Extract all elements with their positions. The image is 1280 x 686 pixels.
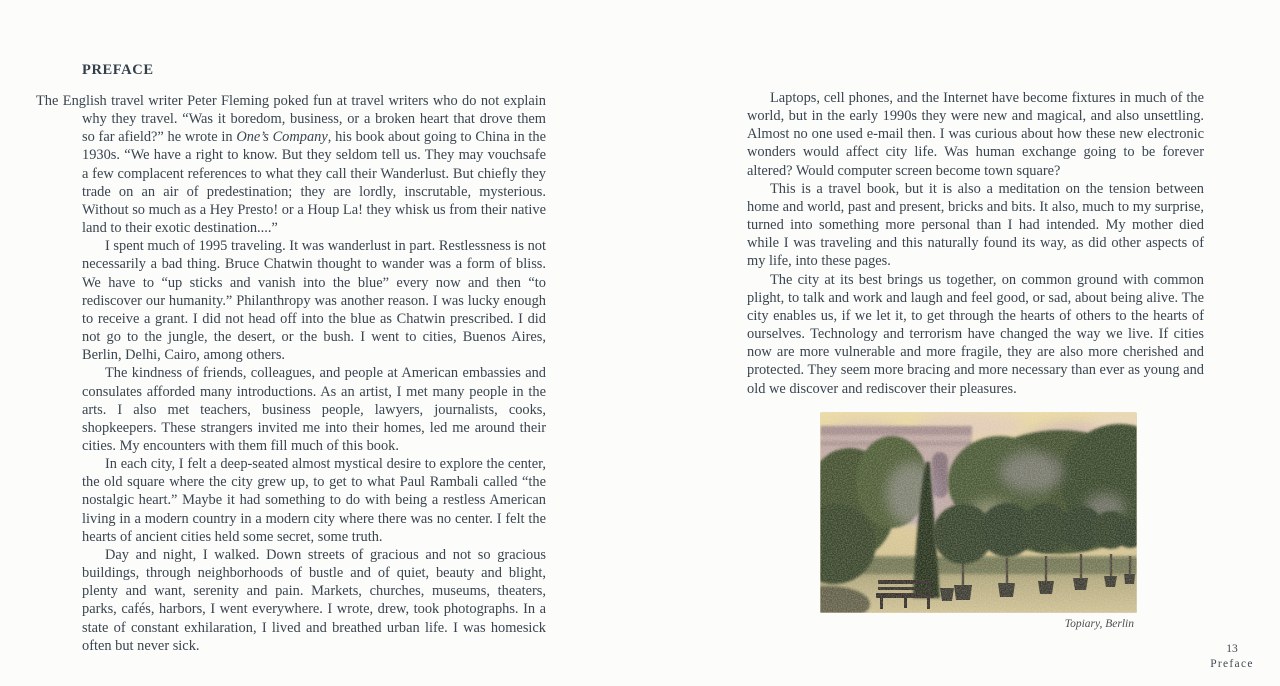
right-paragraph-3: The city at its best brings us together, on common ground with common plight, to talk and work and laugh and feel good, or sad, about being alive. The city enables us, if we let it, to get through the hearts of others to the hearts of ourselves. Technology and terrorism have changed the way we live. If cities now are more vulnerable and more fragile, they are also more cherished and protected. They seem more bracing and more necessary than ever as young and old we discover and rediscover their pleasures. — [747, 271, 1204, 397]
page-folio — [1200, 643, 1264, 671]
page-number: 13 — [1226, 643, 1238, 655]
paragraph-text: The English travel writer Peter Fleming poked fun at travel writers who do not explain why they travel. “Was it boredom, business, or a broken heart that drove them so far afield?” he wrote in — [36, 93, 546, 146]
left-paragraph-3: The kindness of friends, colleagues, and people at American embassies and consulates afforded many introductions. As an artist, I met many people in the arts. I also met teachers, business people, lawyers, journalists, cooks, shopkeepers. These strangers invited me into their homes, led me around their cities. My encounters with them fill much of this book. — [82, 365, 546, 454]
topiary-photo-art — [820, 412, 1137, 613]
left-paragraph-2: I spent much of 1995 traveling. It was wanderlust in part. Restlessness is not necessarily a bad thing. Bruce Chatwin thought to wander was a form of bliss. We have to “up sticks and vanish into the blue” every now and then “to rediscover our humanity.” Philanthropy was another reason. I was lucky enough to receive a grant. I did not head off into the blue as Chatwin prescribed. I did not go to the jungle, the desert, or the bush. I went to cities, Buenos Aires, Berlin, Delhi, Cairo, among others. — [82, 238, 546, 364]
left-page-text-block — [36, 62, 546, 655]
right-paragraph-1: Laptops, cell phones, and the Internet have become fixtures in much of the world, but in the early 1990s they were new and magical, and also unsettling. Almost no one used e-mail then. I was curious about how these new electronic wonders would affect city life. Was human exchange going to be forever altered? Would computer screen become town square? — [747, 90, 1204, 179]
right-page-text-block — [747, 89, 1204, 398]
preface-heading: PREFACE — [82, 62, 154, 78]
right-paragraph-2: This is a travel book, but it is also a meditation on the tension between home and world, past and present, bricks and bits. It also, much to my surprise, turned into something more personal than I had intended. My mother died while I was traveling and this naturally found its way, as did other aspects of my life, into these pages. — [747, 180, 1204, 270]
photo-caption: Topiary, Berlin — [1064, 618, 1134, 630]
left-paragraph-5: Day and night, I walked. Down streets of gracious and not so gracious buildings, through neighborhoods of bustle and of quiet, beauty and blight, plenty and want, serenity and pain. Markets, churches, museums, theaters, parks, cafés, harbors, I went everywhere. I wrote, drew, took photographs. In a state of constant exhilaration, I lived and breathed urban life. I was homesick often but never sick. — [82, 546, 546, 654]
section-label: Preface — [1210, 658, 1254, 670]
paragraph-text: , his book about going to China in the 1930s. “We have a right to know. But they seldom tell us. They may vouchsafe a few complacent references to what they call their Wanderlust. But chiefly they trade on an air of predestination; they are lordly, inscrutable, mysterious. Without so much as a Hey Presto! or a Houp La! they whisk us from their native land to their exotic destination....” — [82, 129, 546, 237]
topiary-photo — [820, 412, 1137, 613]
left-paragraph-1 — [36, 92, 546, 237]
book-title-italic: One’s Company — [236, 129, 328, 146]
left-paragraph-4: In each city, I felt a deep-seated almost mystical desire to explore the center, the old square where the city grew up, to get to what Paul Rambali called “the nostalgic heart.” Maybe it had something to do with being a restless American living in a modern country in a modern city where there was no center. I felt the hearts of ancient cities held some secret, some truth. — [82, 456, 546, 545]
